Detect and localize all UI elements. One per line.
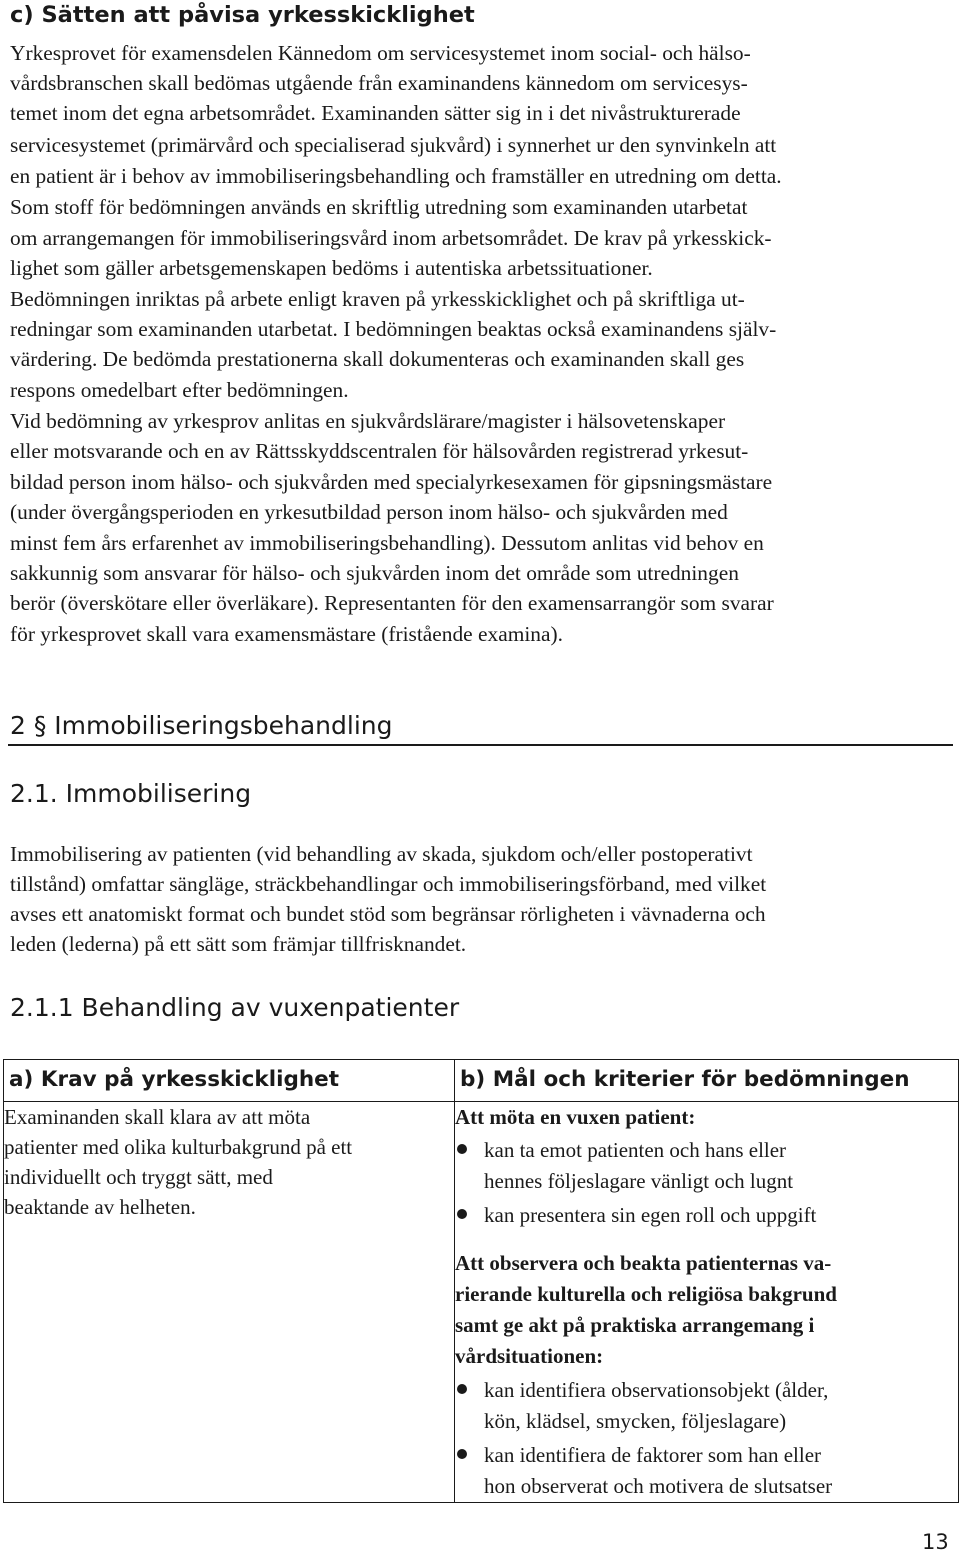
text-line: redningar som examinanden utarbetat. I bedömningen beaktas också examinandens själv- — [10, 317, 777, 341]
criteria-group-heading: samt ge akt på praktiska arrangemang i — [455, 1313, 815, 1337]
text-line: för yrkesprovet skall vara examensmästare (fristående examina). — [10, 622, 563, 646]
bullet-icon — [457, 1209, 467, 1219]
list-item-line: kan ta emot patienten och hans eller — [484, 1138, 787, 1162]
list-item — [455, 1200, 958, 1231]
list-item-line: kan identifiera observationsobjekt (ålder, — [484, 1378, 829, 1402]
criteria-group-heading: Att observera och beakta patienternas va- — [455, 1251, 832, 1275]
cell-line: patienter med olika kulturbakgrund på ett — [4, 1135, 353, 1159]
text-line: bildad person inom hälso- och sjukvården med specialyrkesexamen för gipsningsmästare — [10, 470, 773, 494]
criteria-table — [3, 1059, 959, 1503]
text-line: tillstånd) omfattar sängläge, sträckbehandlingar och immobiliseringsförband, med vilket — [10, 872, 767, 896]
text-line: minst fem års erfarenhet av immobiliseringsbehandling). Dessutom anlitas vid behov en — [10, 531, 764, 555]
heading-rule — [8, 744, 953, 746]
text-line: värdering. De bedömda prestationerna skall dokumenteras och examinanden skall ges — [10, 347, 745, 371]
text-line: Som stoff för bedömningen används en skriftlig utredning som examinanden utarbetat — [10, 195, 748, 219]
text-line: berör (överskötare eller överläkare). Representanten för den examensarrangör som svarar — [10, 591, 774, 615]
criteria-group-heading: rierande kulturella och religiösa bakgrund — [455, 1282, 837, 1306]
text-line: Yrkesprovet för examensdelen Kännedom om servicesystemet inom social- och hälso- — [10, 41, 751, 65]
criteria-group-heading: Att möta en vuxen patient: — [455, 1105, 696, 1129]
text-line: en patient är i behov av immobiliseringsbehandling och framställer en utredning om detta. — [10, 164, 782, 188]
cell-line: beaktande av helheten. — [4, 1195, 196, 1219]
text-line: temet inom det egna arbetsområdet. Examinanden sätter sig in i det nivåstrukturerade — [10, 101, 741, 125]
column-a-header: a) Krav på yrkesskicklighet — [9, 1067, 339, 1092]
cell-line: Examinanden skall klara av att möta — [4, 1105, 311, 1129]
list-item — [455, 1375, 958, 1437]
text-line: Bedömningen inriktas på arbete enligt kraven på yrkesskicklighet och på skriftliga ut- — [10, 287, 745, 311]
text-line: avses ett anatomiskt format och bundet stöd som begränsar rörligheten i vävnaderna och — [10, 902, 766, 926]
list-item-line: kön, klädsel, smycken, följeslagare) — [484, 1409, 787, 1433]
text-line: vårdsbranschen skall bedömas utgående från examinandens kännedom om servicesys- — [10, 71, 748, 95]
section-2-heading: 2 § Immobiliseringsbehandling — [10, 711, 393, 740]
text-line: servicesystemet (primärvård och specialiserad sjukvård) i synnerhet ur den synvinkeln att — [10, 133, 777, 157]
list-item-line: hennes följeslagare vänligt och lugnt — [484, 1169, 794, 1193]
text-line: sakkunnig som ansvarar för hälso- och sjukvården inom det område som utredningen — [10, 561, 739, 585]
page-number: 13 — [922, 1530, 949, 1554]
requirements-cell — [4, 1102, 455, 1503]
criteria-group-heading: vårdsituationen: — [455, 1344, 604, 1368]
table-header-cell-b — [455, 1060, 959, 1102]
text-line: (under övergångsperioden en yrkesutbildad person inom hälso- och sjukvården med — [10, 500, 728, 524]
list-item-line: kan presentera sin egen roll och uppgift — [484, 1203, 817, 1227]
text-line: leden (lederna) på ett sätt som främjar tillfrisknandet. — [10, 932, 467, 956]
text-line: Vid bedömning av yrkesprov anlitas en sjukvårdslärare/magister i hälsovetenskaper — [10, 409, 726, 433]
list-item-line: kan identifiera de faktorer som han eller — [484, 1443, 822, 1467]
bullet-icon — [457, 1449, 467, 1459]
list-item — [455, 1135, 958, 1197]
table-header-cell-a — [4, 1060, 455, 1102]
text-line: Immobilisering av patienten (vid behandling av skada, sjukdom och/eller postoperativt — [10, 842, 753, 866]
list-item-line: hon observerat och motivera de slutsatser — [484, 1474, 833, 1498]
criteria-cell — [455, 1102, 959, 1503]
cell-line: individuellt och tryggt sätt, med — [4, 1165, 273, 1189]
section-c-heading: c) Sätten att påvisa yrkesskicklighet — [10, 2, 475, 28]
text-line: lighet som gäller arbetsgemenskapen bedöms i autentiska arbetssituationer. — [10, 256, 653, 280]
text-line: respons omedelbart efter bedömningen. — [10, 378, 349, 402]
table-row — [4, 1102, 959, 1503]
table-header-row — [4, 1060, 959, 1102]
section-2-1-1-heading: 2.1.1 Behandling av vuxenpatienter — [10, 993, 460, 1022]
bullet-icon — [457, 1144, 467, 1154]
list-item — [455, 1440, 958, 1502]
text-line: om arrangemangen för immobiliseringsvård inom arbetsområdet. De krav på yrkesskick- — [10, 226, 772, 250]
column-b-header: b) Mål och kriterier för bedömningen — [460, 1067, 910, 1092]
section-2-1-heading: 2.1. Immobilisering — [10, 779, 252, 808]
text-line: eller motsvarande och en av Rättsskyddscentralen för hälsovården registrerad yrkesut- — [10, 439, 749, 463]
bullet-icon — [457, 1384, 467, 1394]
